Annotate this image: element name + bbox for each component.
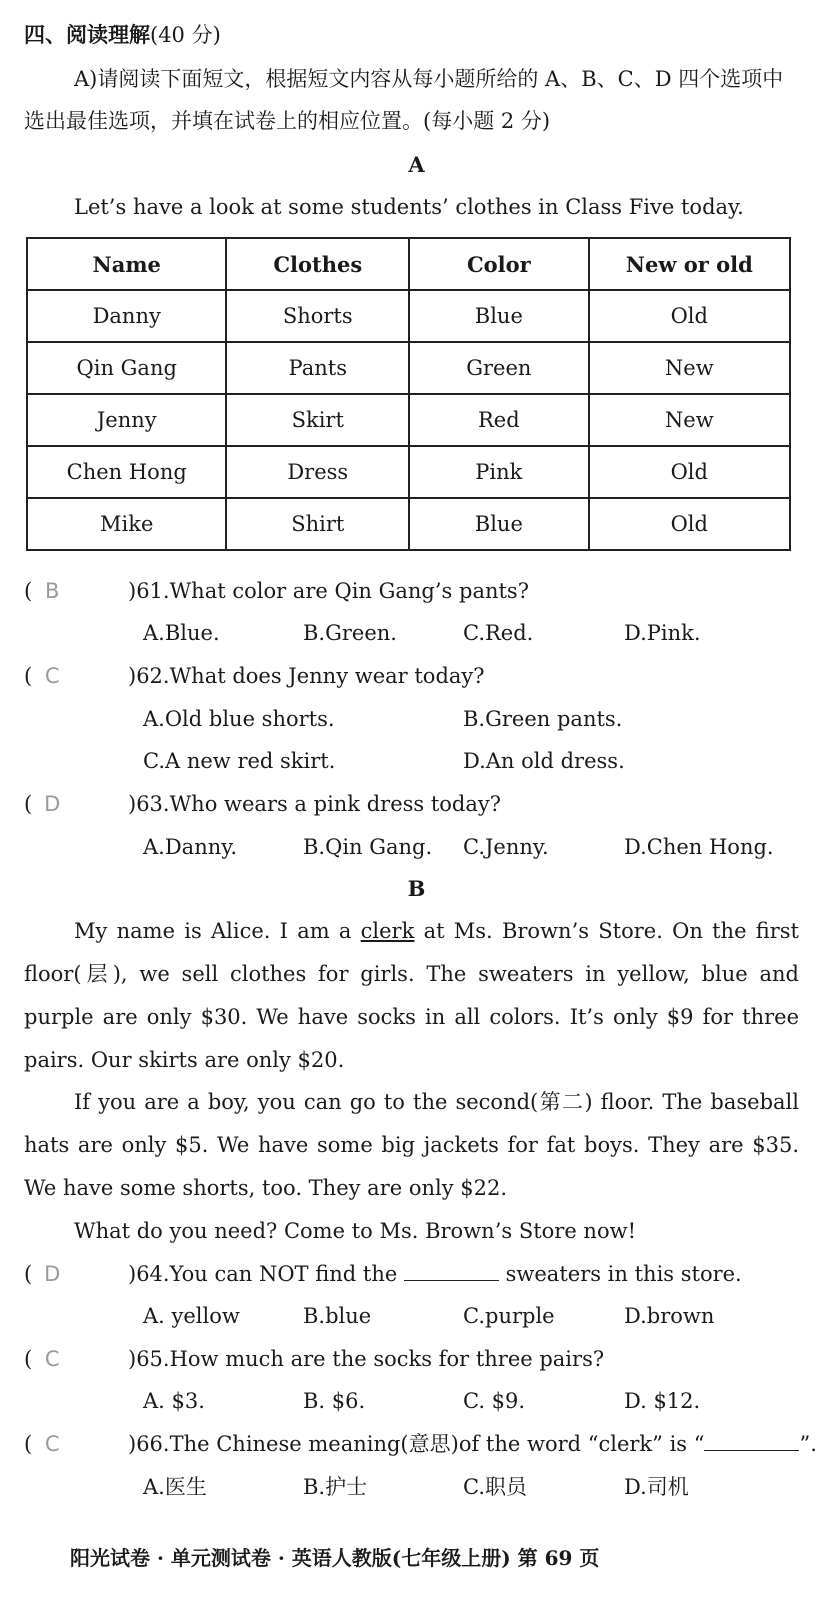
question-text: )65.How much are the socks for three pairs?: [128, 1347, 605, 1371]
table-cell: New: [589, 394, 790, 446]
question-text: )63.Who wears a pink dress today?: [128, 792, 502, 816]
question-64: ( D )64.You can NOT find the sweaters in this store.: [24, 1259, 144, 1289]
table-cell: Green: [409, 342, 589, 394]
option: D.An old dress.: [463, 749, 625, 773]
answer-mark: C: [44, 1432, 60, 1456]
table-cell: New: [589, 342, 790, 394]
option: C.purple: [463, 1304, 555, 1328]
question-62: ( C )62.What does Jenny wear today?: [24, 661, 144, 691]
question-text: [128, 1259, 742, 1289]
option: A.Danny.: [143, 835, 237, 859]
option: A.Old blue shorts.: [143, 707, 335, 731]
answer-mark: C: [44, 664, 60, 688]
option: B.Green.: [303, 621, 397, 645]
question-text-before: )66.The Chinese meaning(意思)of the word “clerk” is “: [128, 1432, 705, 1456]
question-66: ( C )66.The Chinese meaning(意思)of the word “clerk” is “ ”.: [24, 1429, 144, 1459]
passage-b-paragraph-1: [24, 910, 799, 1082]
option: C.Jenny.: [463, 835, 549, 859]
option: A.医生: [143, 1475, 207, 1499]
table-row: [27, 342, 790, 394]
table-cell: Blue: [409, 290, 589, 342]
section-title-text: 四、阅读理解: [24, 22, 150, 47]
option: A. yellow: [143, 1304, 240, 1328]
table-cell: Jenny: [27, 394, 226, 446]
question-text-after: sweaters in this store.: [498, 1262, 742, 1286]
option: C. $9.: [463, 1389, 526, 1413]
answer-blank: [704, 1430, 799, 1451]
passage-b-paragraph-2: If you are a boy, you can go to the second(第二) floor. The baseball hats are only $5. We have some big jackets for fat boys. They are $35. We have some shorts, too. They are only $22.: [24, 1090, 799, 1200]
table-cell: Pants: [226, 342, 409, 394]
table-cell: Qin Gang: [27, 342, 226, 394]
table-cell: Old: [589, 290, 790, 342]
option: A. $3.: [143, 1389, 205, 1413]
table-cell: Pink: [409, 446, 589, 498]
option: C.A new red skirt.: [143, 749, 336, 773]
question-61: ( B )61.What color are Qin Gang’s pants?: [24, 576, 144, 606]
table-cell: Skirt: [226, 394, 409, 446]
clothes-table: [26, 237, 791, 551]
paragraph-text: My name is Alice. I am a: [74, 919, 361, 943]
passage-b-paragraph-3: What do you need? Come to Ms. Brown’s Store now!: [74, 1219, 637, 1243]
paragraph-text: at Ms. Brown’s Store. On the first floor(层), we sell clothes for girls. The sweaters in yellow, blue and purple are only $30. We have socks in all colors. It’s only $9 for three pairs. Our skirts are only $20.: [24, 919, 799, 1072]
option: B. $6.: [303, 1389, 366, 1413]
table-cell: Blue: [409, 498, 589, 550]
option: D.Chen Hong.: [624, 835, 774, 859]
option: B.护士: [303, 1475, 368, 1499]
table-row: [27, 290, 790, 342]
table-row: [27, 394, 790, 446]
question-63: ( D )63.Who wears a pink dress today?: [24, 789, 144, 819]
table-cell: Dress: [226, 446, 409, 498]
option: B.Qin Gang.: [303, 835, 433, 859]
section-title: [24, 20, 221, 50]
question-text-before: )64.You can NOT find the: [128, 1262, 404, 1286]
passage-b-letter: B: [407, 876, 426, 901]
answer-mark: B: [44, 579, 60, 603]
option: C.职员: [463, 1475, 527, 1499]
table-cell: Danny: [27, 290, 226, 342]
table-cell: Old: [589, 498, 790, 550]
table-row: [27, 446, 790, 498]
page-footer: 阳光试卷 · 单元测试卷 · 英语人教版(七年级上册) 第 69 页: [70, 1546, 600, 1570]
answer-mark: D: [44, 792, 61, 816]
table-header-row: [27, 238, 790, 290]
table-header: Name: [27, 238, 226, 290]
keyword-clerk: clerk: [360, 919, 415, 943]
table-row: [27, 498, 790, 550]
option: D. $12.: [624, 1389, 701, 1413]
table-cell: Mike: [27, 498, 226, 550]
option: B.Green pants.: [463, 707, 623, 731]
table-cell: Shorts: [226, 290, 409, 342]
question-text: )62.What does Jenny wear today?: [128, 664, 485, 688]
option: D.司机: [624, 1475, 689, 1499]
question-65: ( C )65.How much are the socks for three pairs?: [24, 1344, 144, 1374]
option: A.Blue.: [143, 621, 220, 645]
table-cell: Old: [589, 446, 790, 498]
answer-mark: C: [44, 1347, 60, 1371]
table-header: Color: [409, 238, 589, 290]
table-header: Clothes: [226, 238, 409, 290]
question-text-after: ”.: [799, 1432, 817, 1456]
passage-a-letter: A: [408, 152, 425, 177]
option: C.Red.: [463, 621, 534, 645]
option: D.Pink.: [624, 621, 701, 645]
table-cell: Chen Hong: [27, 446, 226, 498]
table-cell: Shirt: [226, 498, 409, 550]
passage-a-lead: Let’s have a look at some students’ clothes in Class Five today.: [74, 195, 744, 219]
table-cell: Red: [409, 394, 589, 446]
question-text: )61.What color are Qin Gang’s pants?: [128, 579, 529, 603]
section-score: (40 分): [150, 23, 221, 47]
question-text: [128, 1429, 817, 1459]
table-header: New or old: [589, 238, 790, 290]
answer-blank: [404, 1260, 499, 1281]
option: B.blue: [303, 1304, 372, 1328]
option: D.brown: [624, 1304, 715, 1328]
instructions: A)请阅读下面短文，根据短文内容从每小题所给的 A、B、C、D 四个选项中选出最佳选项，并填在试卷上的相应位置。(每小题 2 分): [24, 67, 784, 133]
answer-mark: D: [44, 1262, 61, 1286]
